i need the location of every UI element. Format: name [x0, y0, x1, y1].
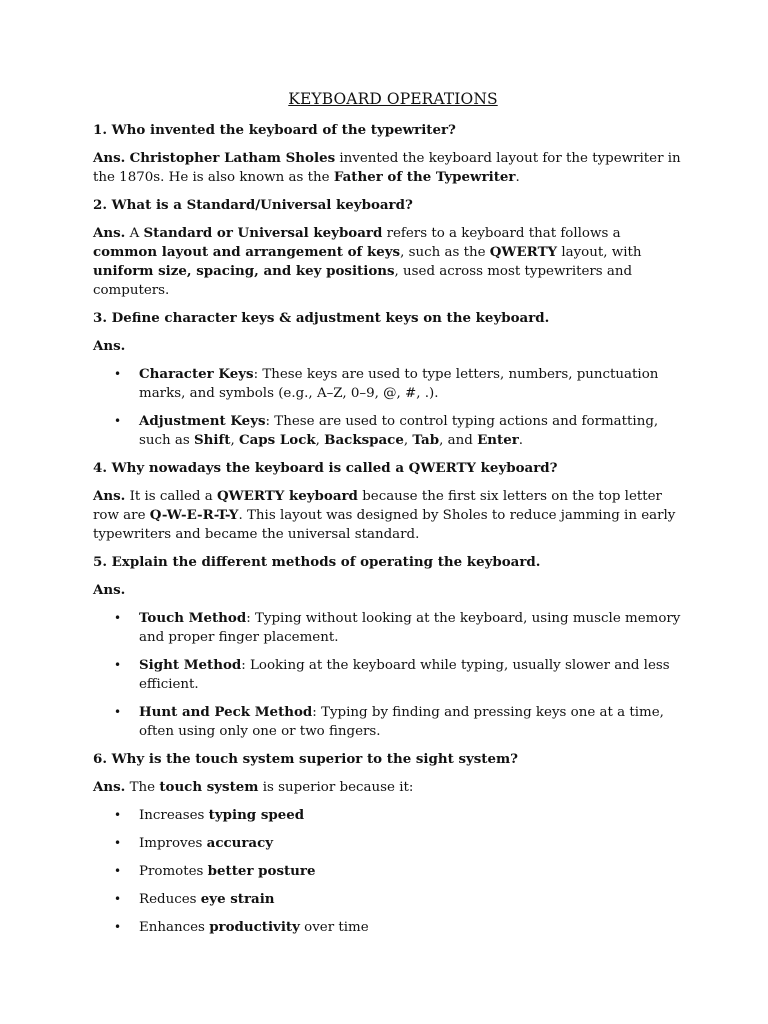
list-item: • Promotes better posture — [93, 862, 683, 881]
list-item: • Enhances productivity over time — [93, 918, 683, 937]
list-item: • Improves accuracy — [93, 834, 683, 853]
answer-label: Ans. — [93, 225, 126, 241]
question-6: 6. Why is the touch system superior to the sight system? — [93, 751, 519, 767]
benefits-list — [93, 806, 683, 937]
answer-2: Ans. A Standard or Universal keyboard refers to a keyboard that follows a common layout and arrangement of keys, such as the QWERTY layout, with uniform size, spacing, and key positions, used across most typewriters and computers. — [93, 225, 642, 298]
answer-label: Ans. — [93, 150, 126, 166]
list-item: • Hunt and Peck Method: Typing by finding and pressing keys one at a time, often using only one or two fingers. — [93, 703, 683, 741]
page-title: KEYBOARD OPERATIONS — [288, 90, 498, 108]
list-item: • Sight Method: Looking at the keyboard while typing, usually slower and less efficient. — [93, 656, 683, 694]
answer-5-label: Ans. — [93, 582, 126, 598]
inventor-epithet: Father of the Typewriter — [333, 169, 516, 185]
list-item: • Reduces eye strain — [93, 890, 683, 909]
question-3: 3. Define character keys & adjustment keys on the keyboard. — [93, 310, 550, 326]
document-body — [93, 88, 683, 946]
key-types-list — [93, 365, 683, 450]
answer-4: Ans. It is called a QWERTY keyboard because the first six letters on the top letter row are Q-W-E-R-T-Y. This layout was designed by Sholes to reduce jamming in early typewriters and became the universal standard. — [93, 488, 676, 542]
list-item: • Character Keys: These keys are used to type letters, numbers, punctuation marks, and symbols (e.g., A–Z, 0–9, @, #, .). — [93, 365, 683, 403]
list-item: • Adjustment Keys: These are used to control typing actions and formatting, such as Shift, Caps Lock, Backspace, Tab, and Enter. — [93, 412, 683, 450]
answer-3-label: Ans. — [93, 338, 126, 354]
answer-label: Ans. — [93, 779, 126, 795]
answer-6: Ans. The touch system is superior because it: — [93, 779, 414, 795]
list-item: • Increases typing speed — [93, 806, 683, 825]
question-5: 5. Explain the different methods of operating the keyboard. — [93, 554, 541, 570]
inventor-name: Christopher Latham Sholes — [129, 150, 336, 166]
question-2: 2. What is a Standard/Universal keyboard? — [93, 197, 413, 213]
methods-list — [93, 609, 683, 741]
list-item: • Touch Method: Typing without looking at the keyboard, using muscle memory and proper finger placement. — [93, 609, 683, 647]
answer-label: Ans. — [93, 488, 126, 504]
answer-1: Ans. Christopher Latham Sholes invented the keyboard layout for the typewriter in the 1870s. He is also known as the Father of the Typewriter. — [93, 150, 681, 185]
question-1: 1. Who invented the keyboard of the typewriter? — [93, 122, 456, 138]
question-4: 4. Why nowadays the keyboard is called a QWERTY keyboard? — [93, 460, 558, 476]
